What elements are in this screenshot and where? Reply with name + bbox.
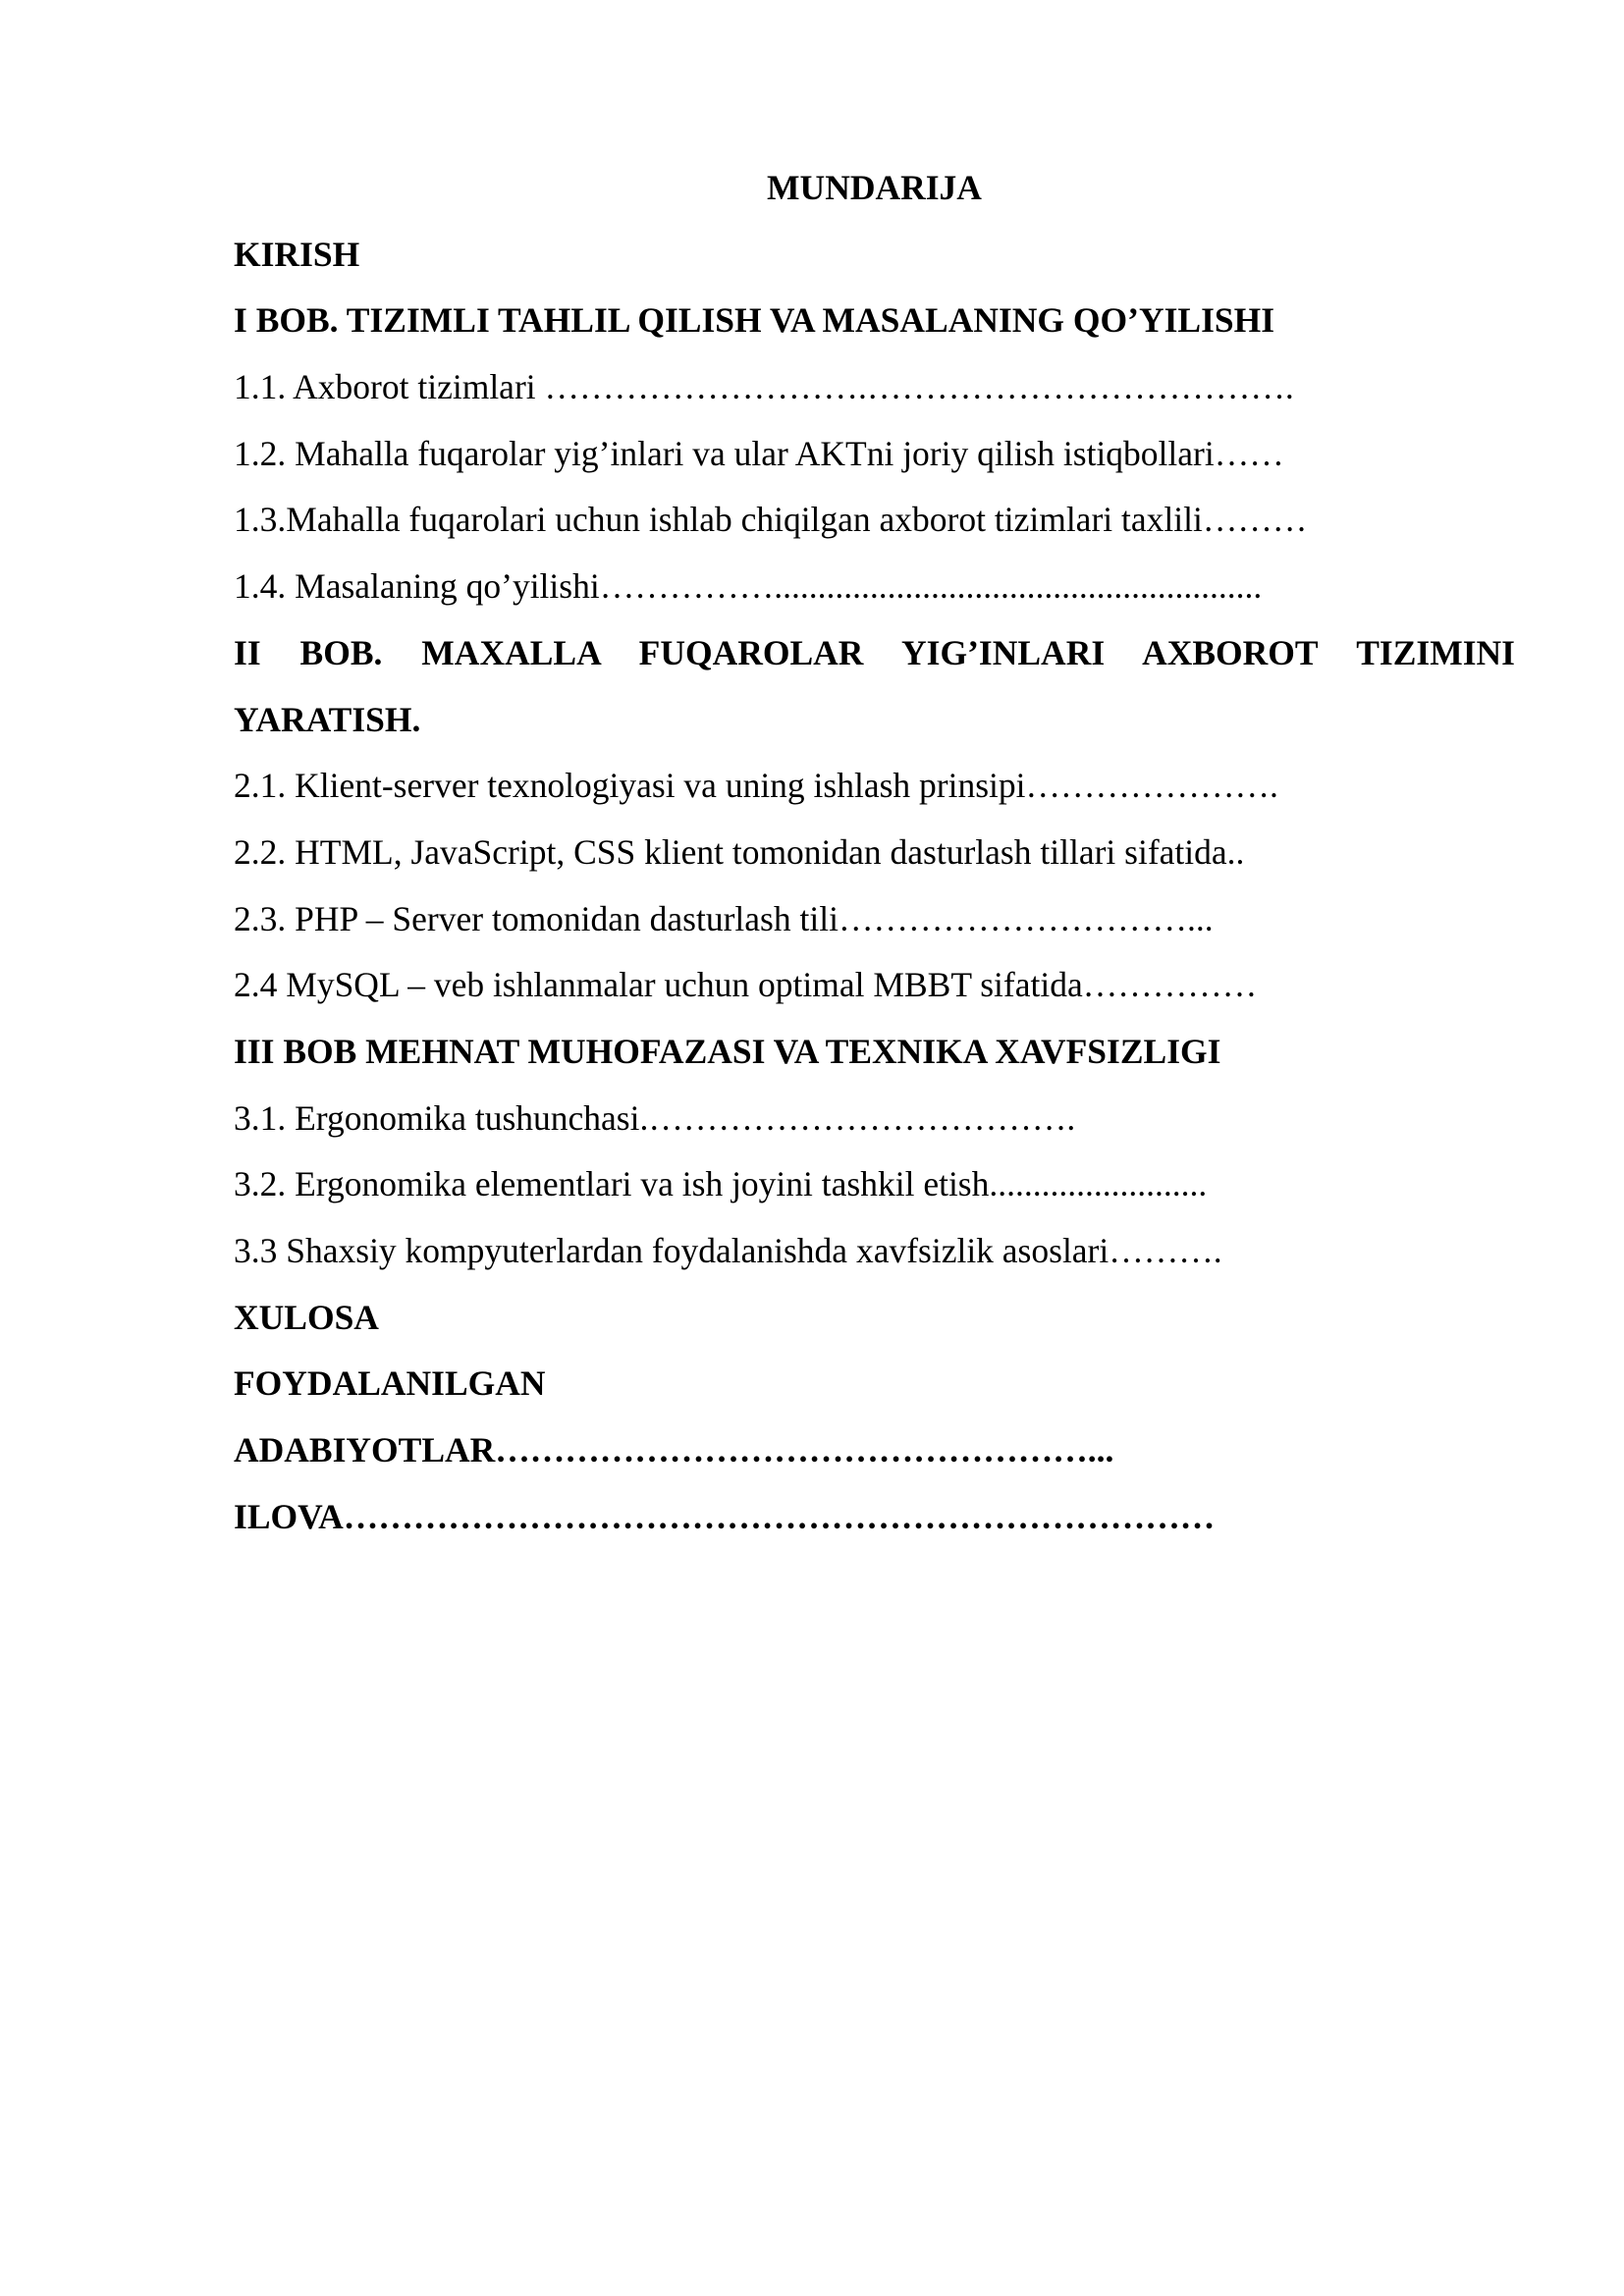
toc-heading: KIRISH [234, 234, 360, 274]
table-of-contents [234, 155, 1515, 1550]
toc-heading: YARATISH. [234, 699, 421, 739]
toc-heading: ILOVA………………………………………………………………… [234, 1496, 1216, 1536]
toc-heading: XULOSA [234, 1297, 379, 1337]
toc-entry: 2.4 MySQL – veb ishlanmalar uchun optimal MBBT sifatida…………… [234, 965, 1258, 1005]
toc-entry: 1.3.Mahalla fuqarolari uchun ishlab chiqilgan axborot tizimlari taxlili……… [234, 500, 1308, 540]
toc-entry: 3.3 Shaxsiy kompyuterlardan foydalanishda xavfsizlik asoslari………. [234, 1231, 1222, 1270]
toc-entry: 1.1. Axborot tizimlari ……………………….………………………………. [234, 367, 1294, 407]
toc-entry: 1.4. Masalaning qo’yilishi……………........................................................ [234, 566, 1263, 607]
toc-entry: 2.3. PHP – Server tomonidan dasturlash tili…………………………... [234, 898, 1214, 938]
toc-heading: FOYDALANILGAN [234, 1363, 546, 1404]
toc-entry: 2.1. Klient-server texnologiyasi va uning ishlash prinsipi…………………. [234, 766, 1278, 806]
toc-entry: 1.2. Mahalla fuqarolar yig’inlari va ular AKTni joriy qilish istiqbollari…… [234, 433, 1284, 473]
toc-title: MUNDARIJA [767, 168, 982, 207]
toc-heading: I BOB. TIZIMLI TAHLIL QILISH VA MASALANING QO’YILISHI [234, 300, 1275, 341]
toc-entry: 2.2. HTML, JavaScript, CSS klient tomonidan dasturlash tillari sifatida.. [234, 831, 1245, 872]
toc-entry: 3.1. Ergonomika tushunchasi.………………………………. [234, 1097, 1076, 1138]
toc-heading: ADABIYOTLAR……………………………………………... [234, 1430, 1114, 1470]
toc-entries [234, 222, 1515, 1551]
toc-heading: III BOB MEHNAT MUHOFAZASI VA TEXNIKA XAVFSIZLIGI [234, 1031, 1221, 1071]
toc-entry: 3.2. Ergonomika elementlari va ish joyini tashkil etish......................... [234, 1164, 1208, 1204]
toc-heading: II BOB. MAXALLA FUQAROLAR YIG’INLARI AXBOROT TIZIMINI [234, 632, 1515, 672]
